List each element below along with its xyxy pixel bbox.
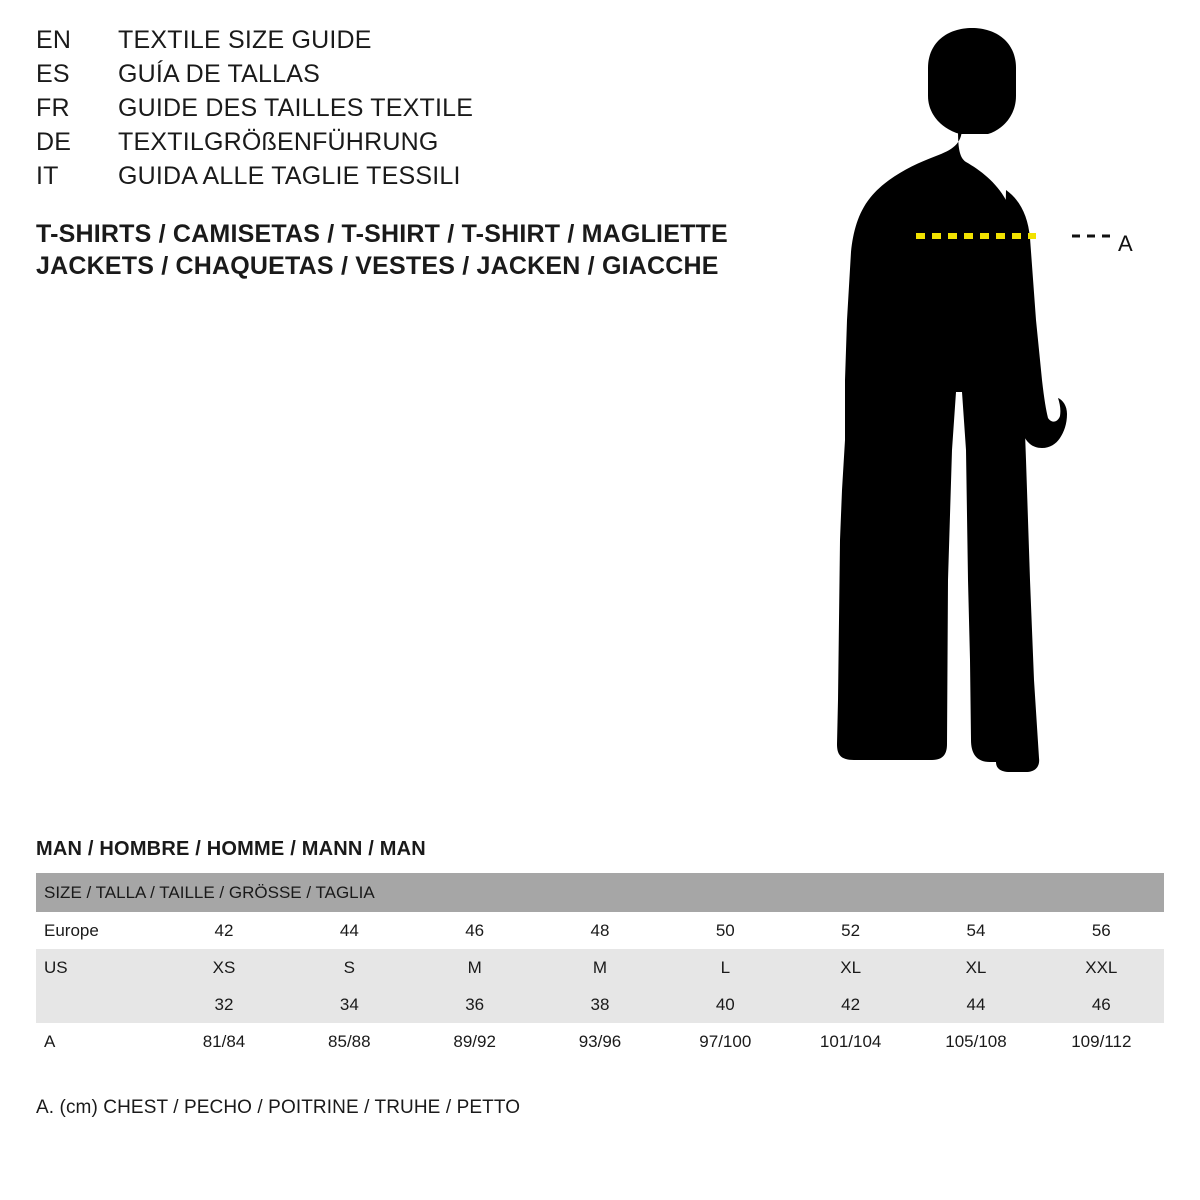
cell: 89/92 [412, 1023, 537, 1060]
body-figure [820, 20, 1180, 790]
cell: 101/104 [788, 1023, 913, 1060]
language-title: TEXTILGRÖßENFÜHRUNG [118, 128, 439, 156]
cell: 46 [412, 912, 537, 949]
language-code: DE [36, 128, 72, 156]
category-block [36, 218, 936, 282]
category-jackets: JACKETS / CHAQUETAS / VESTES / JACKEN / GIACCHE [36, 252, 719, 280]
cell: 38 [537, 986, 662, 1023]
cell: 34 [287, 986, 412, 1023]
language-row [36, 28, 796, 53]
language-row [36, 96, 796, 121]
cell: 44 [287, 912, 412, 949]
table-row [36, 949, 1164, 986]
cell: 54 [913, 912, 1038, 949]
language-title: GUÍA DE TALLAS [118, 60, 320, 88]
measure-letter: A [1118, 231, 1133, 256]
cell: XXL [1039, 949, 1164, 986]
cell: 56 [1039, 912, 1164, 949]
cell: 97/100 [663, 1023, 788, 1060]
cell: XS [161, 949, 286, 986]
cell: XL [788, 949, 913, 986]
cell: 36 [412, 986, 537, 1023]
language-row [36, 164, 796, 189]
cell: 50 [663, 912, 788, 949]
language-header-block [36, 28, 796, 198]
cell: 85/88 [287, 1023, 412, 1060]
cell: S [287, 949, 412, 986]
language-title: GUIDA ALLE TAGLIE TESSILI [118, 162, 461, 190]
size-table [36, 873, 1164, 1060]
row-label: A [36, 1023, 161, 1060]
language-row [36, 130, 796, 155]
language-title: GUIDE DES TAILLES TEXTILE [118, 94, 474, 122]
size-table-section [36, 838, 1164, 1060]
table-header-label: SIZE / TALLA / TAILLE / GRÖSSE / TAGLIA [36, 873, 1164, 912]
category-tshirts: T-SHIRTS / CAMISETAS / T-SHIRT / T-SHIRT / MAGLIETTE [36, 220, 728, 248]
row-label [36, 986, 161, 1023]
cell: 52 [788, 912, 913, 949]
cell: 42 [788, 986, 913, 1023]
cell: M [412, 949, 537, 986]
table-row [36, 1023, 1164, 1060]
language-code: FR [36, 94, 70, 122]
cell: L [663, 949, 788, 986]
cell: M [537, 949, 662, 986]
table-row [36, 912, 1164, 949]
cell: 42 [161, 912, 286, 949]
language-title: TEXTILE SIZE GUIDE [118, 26, 372, 54]
table-group-title: MAN / HOMBRE / HOMME / MANN / MAN [36, 838, 426, 860]
language-row [36, 62, 796, 87]
measure-label-a [1116, 231, 1133, 257]
cell: 32 [161, 986, 286, 1023]
row-label: US [36, 949, 161, 986]
row-label: Europe [36, 912, 161, 949]
cell: 44 [913, 986, 1038, 1023]
table-header-row [36, 873, 1164, 912]
language-code: EN [36, 26, 72, 54]
cell: XL [913, 949, 1038, 986]
footnote-chest: A. (cm) CHEST / PECHO / POITRINE / TRUHE / PETTO [36, 1097, 521, 1118]
male-silhouette-icon [820, 20, 1180, 790]
cell: 46 [1039, 986, 1164, 1023]
cell: 93/96 [537, 1023, 662, 1060]
cell: 48 [537, 912, 662, 949]
cell: 40 [663, 986, 788, 1023]
table-row [36, 986, 1164, 1023]
cell: 109/112 [1039, 1023, 1164, 1060]
language-code: ES [36, 60, 70, 88]
language-code: IT [36, 162, 59, 190]
cell: 81/84 [161, 1023, 286, 1060]
cell: 105/108 [913, 1023, 1038, 1060]
